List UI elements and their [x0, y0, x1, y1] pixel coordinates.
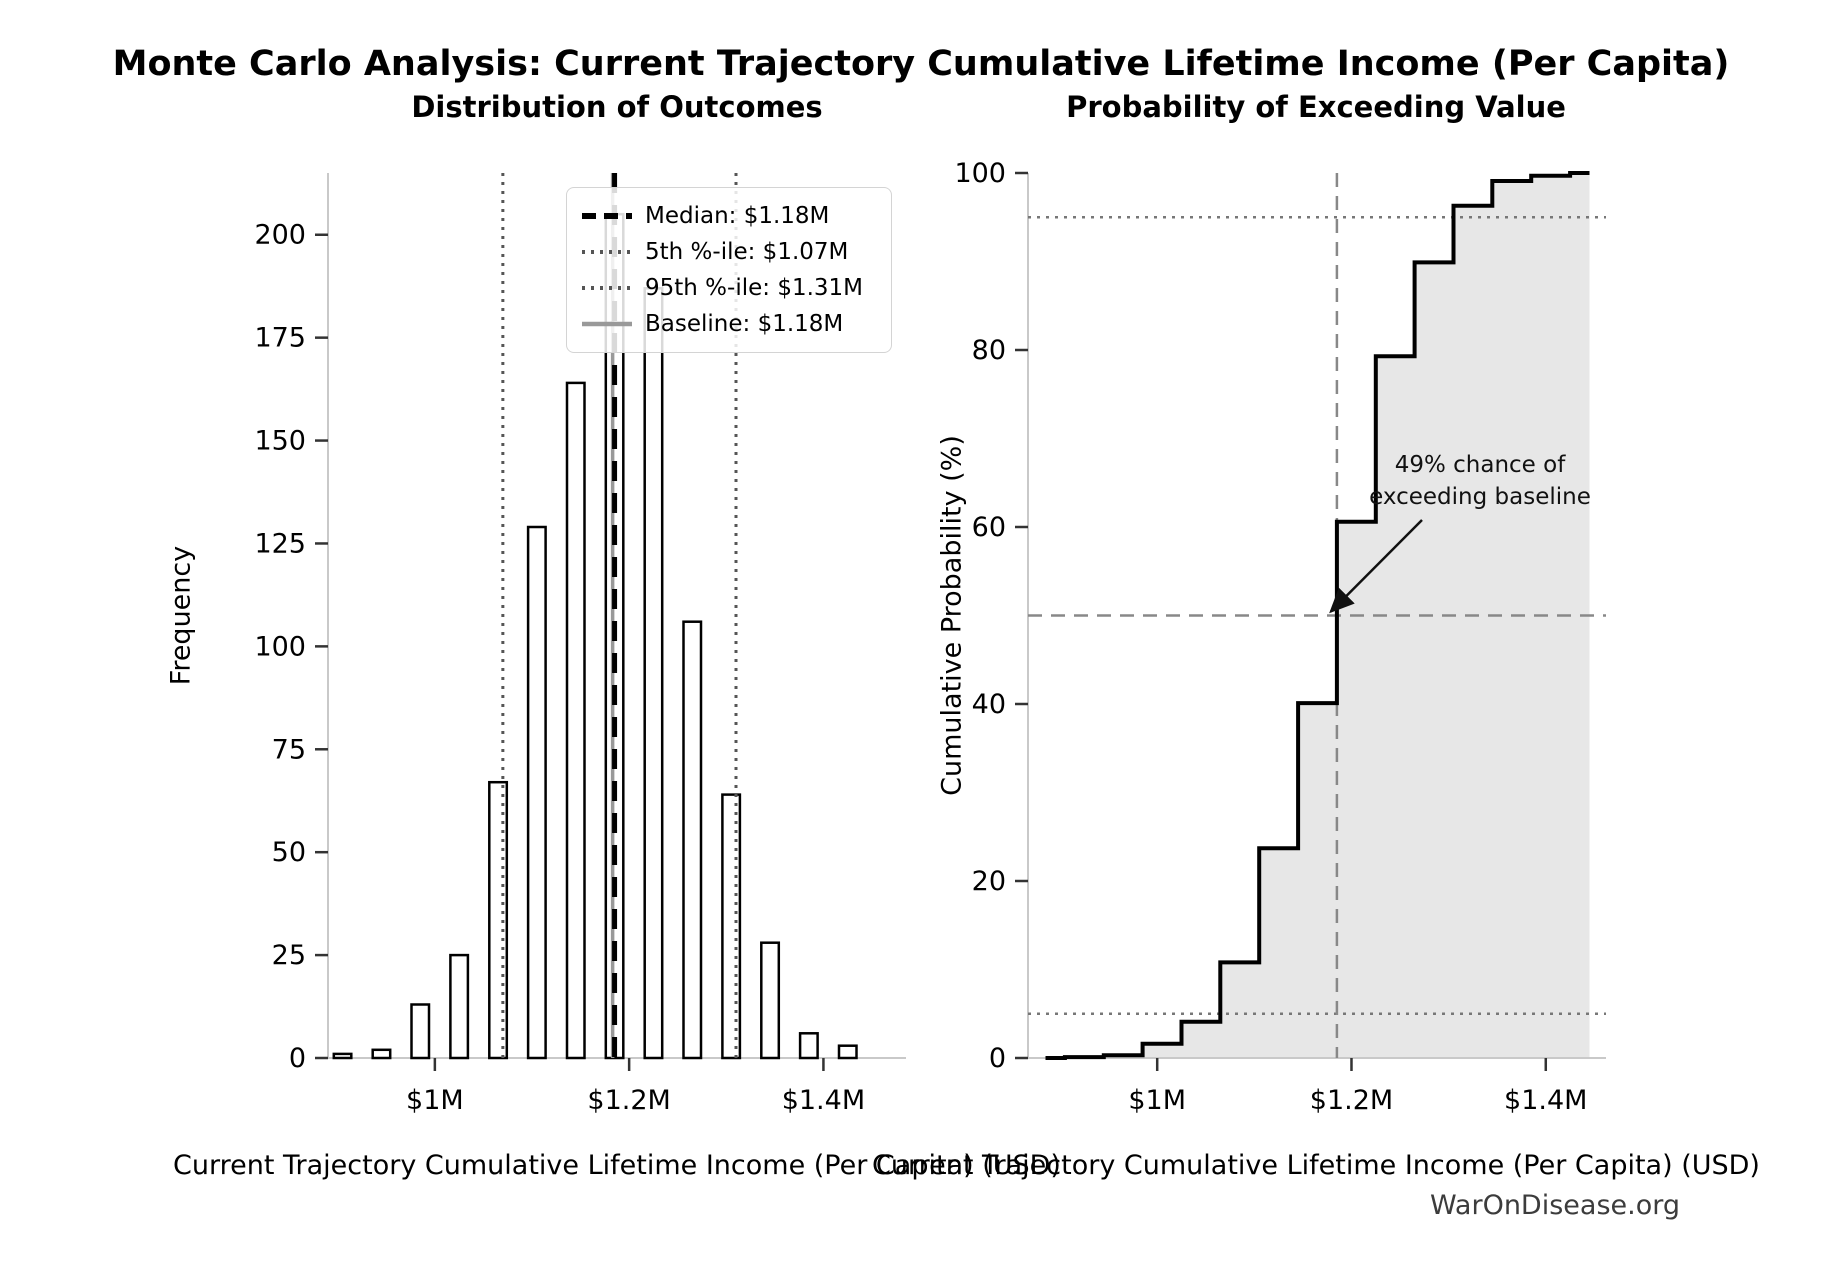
- x-tick-label: $1M: [406, 1085, 464, 1117]
- x-tick-label: $1.2M: [1309, 1085, 1394, 1117]
- y-tick-label: 150: [254, 425, 306, 457]
- y-tick-label: 175: [254, 322, 306, 354]
- cdf-axes: [954, 158, 1606, 1116]
- legend-item: [581, 198, 877, 234]
- y-tick-label: 100: [954, 158, 1006, 189]
- x-tick-label: $1.4M: [781, 1085, 866, 1117]
- legend-line-sample: [581, 319, 633, 329]
- histogram-bar: [800, 1033, 818, 1058]
- histogram-title: Distribution of Outcomes: [411, 90, 823, 124]
- y-tick-label: 100: [254, 631, 306, 663]
- histogram-y-axis-label: Frequency: [165, 545, 197, 686]
- histogram-bar: [684, 622, 702, 1058]
- histogram-bar: [373, 1050, 391, 1058]
- legend-item: [581, 270, 877, 306]
- legend-line-sample: [581, 211, 633, 221]
- y-tick-label: 0: [288, 1043, 306, 1074]
- legend-item-label: Baseline: $1.18M: [645, 311, 844, 337]
- y-tick-label: 20: [971, 866, 1006, 897]
- y-tick-label: 25: [271, 940, 306, 972]
- y-tick-label: 80: [971, 335, 1006, 366]
- legend-line-sample: [581, 283, 633, 293]
- legend-item: [581, 234, 877, 270]
- histogram-bar: [645, 288, 663, 1058]
- histogram-bar: [334, 1054, 352, 1058]
- x-tick-label: $1M: [1128, 1085, 1187, 1117]
- page-title: Monte Carlo Analysis: Current Trajectory Cumulative Lifetime Income (Per Capita): [112, 44, 1730, 84]
- histogram-bar: [450, 955, 468, 1058]
- y-tick-label: 125: [254, 528, 306, 560]
- histogram-bar: [722, 795, 740, 1058]
- histogram-bar: [567, 383, 585, 1058]
- annotation-line-1: 49% chance of: [1394, 452, 1566, 478]
- y-tick-label: 50: [271, 837, 306, 869]
- legend-item: [581, 306, 877, 342]
- x-tick-label: $1.4M: [1504, 1085, 1588, 1117]
- histogram-bar: [761, 943, 779, 1058]
- legend-line-sample: [581, 247, 633, 257]
- y-tick-label: 40: [971, 689, 1006, 720]
- y-tick-label: 75: [271, 734, 306, 766]
- histogram-x-axis-label: Current Trajectory Cumulative Lifetime Income (Per Capita) (USD): [173, 1150, 1061, 1181]
- y-tick-label: 200: [254, 219, 306, 251]
- histogram-bar: [839, 1046, 857, 1058]
- legend-item-label: Median: $1.18M: [645, 203, 830, 229]
- legend: [566, 187, 892, 353]
- annotation-line-2: exceeding baseline: [1369, 484, 1591, 510]
- y-tick-label: 60: [971, 512, 1006, 543]
- legend-item-label: 5th %-ile: $1.07M: [645, 239, 849, 265]
- histogram-bar: [412, 1005, 430, 1059]
- x-tick-label: $1.2M: [587, 1085, 671, 1117]
- histogram-bar: [528, 527, 546, 1058]
- cdf-title: Probability of Exceeding Value: [1066, 90, 1566, 124]
- cdf-x-axis-label: Current Trajectory Cumulative Lifetime Income (Per Capita) (USD): [872, 1150, 1760, 1181]
- brand-watermark: WarOnDisease.org: [1429, 1190, 1680, 1221]
- y-tick-label: 0: [988, 1043, 1006, 1074]
- legend-item-label: 95th %-ile: $1.31M: [645, 275, 864, 301]
- cdf-y-axis-label: Cumulative Probability (%): [936, 435, 968, 796]
